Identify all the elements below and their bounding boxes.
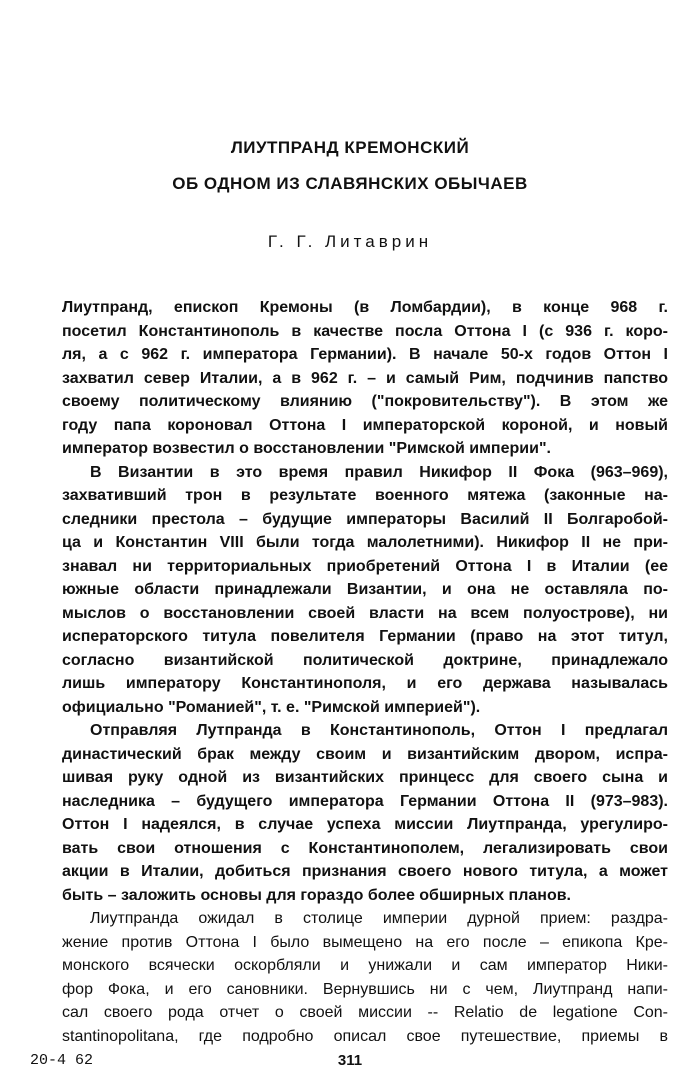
text-line: фор Фока, и его сановники. Вернувшись ни с чем, Лиутпранд напи- [62,980,668,998]
paragraph [62,719,668,907]
text-line: stantinopolitana, где подробно описал свое путешествие, приемы в [62,1027,668,1045]
text-line: вать свои отношения с Константинополем, легализировать свои [62,839,668,857]
text-line: захватил север Италии, а в 962 г. – и самый Рим, подчинив папство [62,369,668,387]
text-line: ца и Константин VIII были тогда малолетними). Никифор II не при- [62,534,668,551]
text-line: лишь императору Константинополя, и его держава называлась [62,675,668,692]
paragraph [62,907,668,1048]
text-line: династический брак между своим и византийским двором, испра- [62,745,668,763]
text-line: Отправляя Лутпранда в Константинополь, Оттон I предлагал [90,722,668,739]
text-line: году папа короновал Оттона I императорской короной, и новый [62,416,668,434]
text-line: Лиутпранд, епископ Кремоны (в Ломбардии), в конце 968 г. [62,299,668,316]
text-line: В Византии в это время правил Никифор II Фока (963–969), [90,463,668,481]
text-line: сал своего рода отчет о своей миссии -- Relatio de legatione Con- [62,1004,668,1021]
page-number: 311 [337,1052,363,1069]
text-line: посетил Константинополь в качестве посла Оттона I (с 936 г. коро- [62,322,668,340]
text-line: исператорского титула повелителя Германии (право на этот титул, [62,628,668,645]
text-line: шивая руку одной из византийских принцесс для своего сына и [62,769,668,786]
text-line: наследника – будущего императора Германии Оттона II (973–983). [62,792,668,810]
text-line: официально "Романией", т. е. "Римской империей"). [62,698,481,716]
article-title-line-1: ЛИУТПРАНД КРЕМОНСКИЙ [230,138,470,157]
text-line: Оттон I надеялся, в случае успеха миссии Лиутпранда, урегулиро- [62,816,668,833]
text-line: Лиутпранда ожидал в столице империи дурной прием: раздра- [90,910,668,927]
paragraph [62,296,668,461]
author-name: Г. Г. Литаврин [267,232,433,251]
text-line: жение против Оттона I было вымещено на его после – епикопа Кре- [62,933,668,951]
text-line: ля, а с 962 г. императора Германии). В начале 50-х годов Оттон I [62,346,668,363]
paragraph [62,461,668,720]
text-line: своему политическому влиянию ("покровительству"). В этом же [62,393,668,410]
text-line: акции в Италии, добиться признания своего нового титула, а может [62,863,668,880]
text-line: следники престола – будущие императоры Василий II Болгаробой- [62,510,668,528]
text-line: согласно византийской политической доктрине, принадлежало [62,651,668,669]
text-line: захвативший трон в результате военного мятежа (законные на- [62,487,668,504]
text-line: быть – заложить основы для гораздо более обширных планов. [62,886,571,904]
text-line: южные области принадлежали Византии, и она не оставляла по- [62,581,668,598]
article-body [62,296,668,1048]
text-line: мыслов о восстановлении своей власти на всем полуострове), ни [62,604,668,622]
text-line: император возвестил о восстановлении "Римской империи". [62,440,551,457]
article-title-line-2: ОБ ОДНОМ ИЗ СЛАВЯНСКИХ ОБЫЧАЕВ [172,174,528,193]
printer-signature: 20-4 62 [30,1052,94,1069]
text-line: знавал ни территориальных приобретений Оттона I в Италии (ее [62,557,668,575]
text-line: монского всячески оскорбляли и унижали и сам император Ники- [62,957,668,974]
